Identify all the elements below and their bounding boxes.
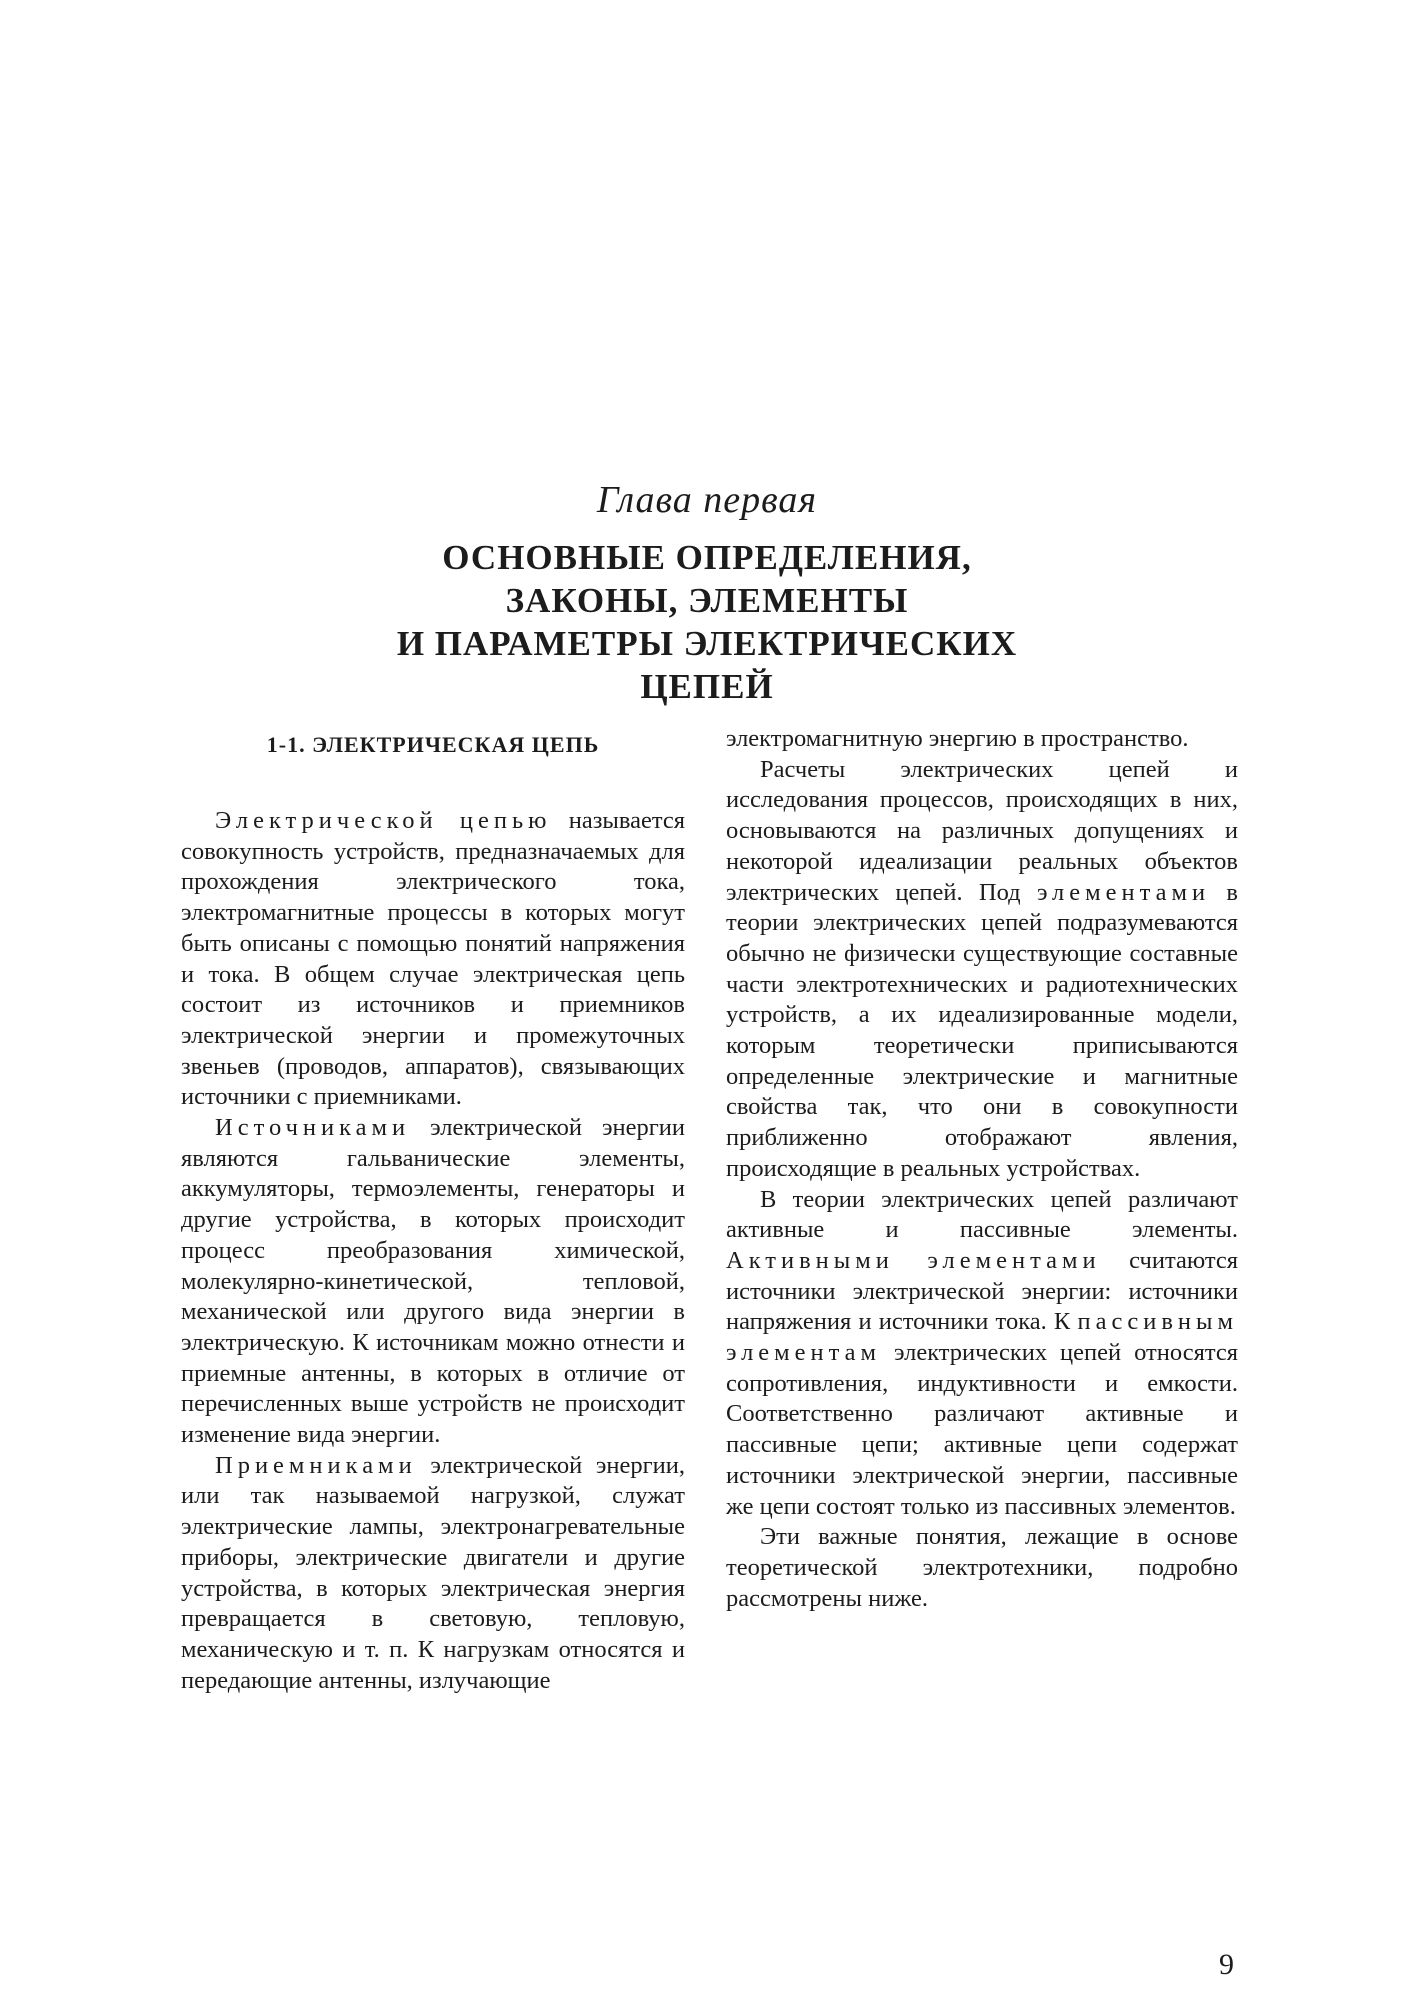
term: Активными элементами: [726, 1246, 1101, 1274]
left-column: [181, 724, 685, 1696]
paragraph-text: называется совокупность устройств, предназначаемых для прохождения электрического тока, электромагнитные процессы в которых могут быть описаны с помощью понятий напряжения и тока. В общем случае электрическая цепь состоит из источников и приемников электрической энергии и промежуточных звеньев (проводов, аппаратов), связывающих источники с приемниками.: [181, 807, 685, 1111]
term: пассивным элементам: [726, 1308, 1238, 1367]
paragraph: [726, 1185, 1238, 1523]
paragraph: [726, 1522, 1238, 1614]
page-number: 9: [1219, 1948, 1234, 1981]
paragraph-text: в теории электрических цепей подразумеваются обычно не физически существующие составные части электротехнических и радиотехнических устройств, а их идеализированные модели, которым теоретически приписываются определенные электрические и магнитные свойства так, что они в совокупности приближенно отображают явления, происходящие в реальных устройствах.: [726, 878, 1238, 1182]
chapter-label: Глава первая: [596, 479, 818, 521]
term: Электрической цепью: [215, 807, 552, 834]
paragraph-text: электрической энергии, или так называемой нагрузкой, служат электрические лампы, электронагревательные приборы, электрические двигатели и другие устройства, в которых электрическая энергия превращается в световую, тепловую, механическую и т. п. К нагрузкам относятся и передающие антенны, излучающие: [181, 1451, 685, 1694]
section-heading: 1-1. ЭЛЕКТРИЧЕСКАЯ ЦЕПЬ: [266, 732, 600, 757]
paragraph-text: Расчеты электрических цепей и исследования процессов, происходящих в них, основываются на различных допущениях и некоторой идеализации реальных объектов электрических цепей. Под: [726, 755, 1238, 906]
term: Приемниками: [215, 1451, 417, 1479]
chapter-title-line: ЗАКОНЫ, ЭЛЕМЕНТЫ: [505, 581, 909, 620]
paragraph-text: В теории электрических цепей различают активные и пассивные элементы.: [726, 1185, 1238, 1244]
paragraph-text: электрической энергии являются гальванические элементы, аккумуляторы, термоэлементы, генераторы и другие устройства, в которых происходит процесс преобразования химической, молекулярно-кинетической, тепловой, механической или другого вида энергии в электрическую. К источникам можно отнести и приемные антенны, в которых в отличие от перечисленных выше устройств не происходит изменение вида энергии.: [181, 1114, 685, 1449]
chapter-title-line: И ПАРАМЕТРЫ ЭЛЕКТРИЧЕСКИХ: [396, 624, 1018, 663]
right-column: [726, 724, 1238, 1614]
chapter-title: [0, 536, 1414, 708]
chapter-title-line: ЦЕПЕЙ: [640, 667, 774, 706]
paragraph: [726, 755, 1238, 1185]
term: Источниками: [215, 1114, 411, 1142]
paragraph-text: считаются источники электрической энергии: источники напряжения и источники тока. К: [726, 1246, 1238, 1336]
chapter-title-line: ОСНОВНЫЕ ОПРЕДЕЛЕНИЯ,: [442, 538, 972, 577]
paragraph: [181, 806, 685, 1113]
paragraph-text: электромагнитную энергию в пространство.: [726, 725, 1189, 752]
paragraph: [181, 1113, 685, 1451]
term: элементами: [1036, 878, 1211, 906]
paragraph-text: Эти важные понятия, лежащие в основе теоретической электротехники, подробно рассмотрены ниже.: [726, 1523, 1238, 1612]
paragraph: [726, 724, 1238, 755]
paragraph-text: электрических цепей относятся сопротивления, индуктивности и емкости. Соответственно различают активные и пассивные цепи; активные цепи содержат источники электрической энергии, пассивные же цепи состоят только из пассивных элементов.: [726, 1339, 1238, 1520]
paragraph: [181, 1451, 685, 1697]
